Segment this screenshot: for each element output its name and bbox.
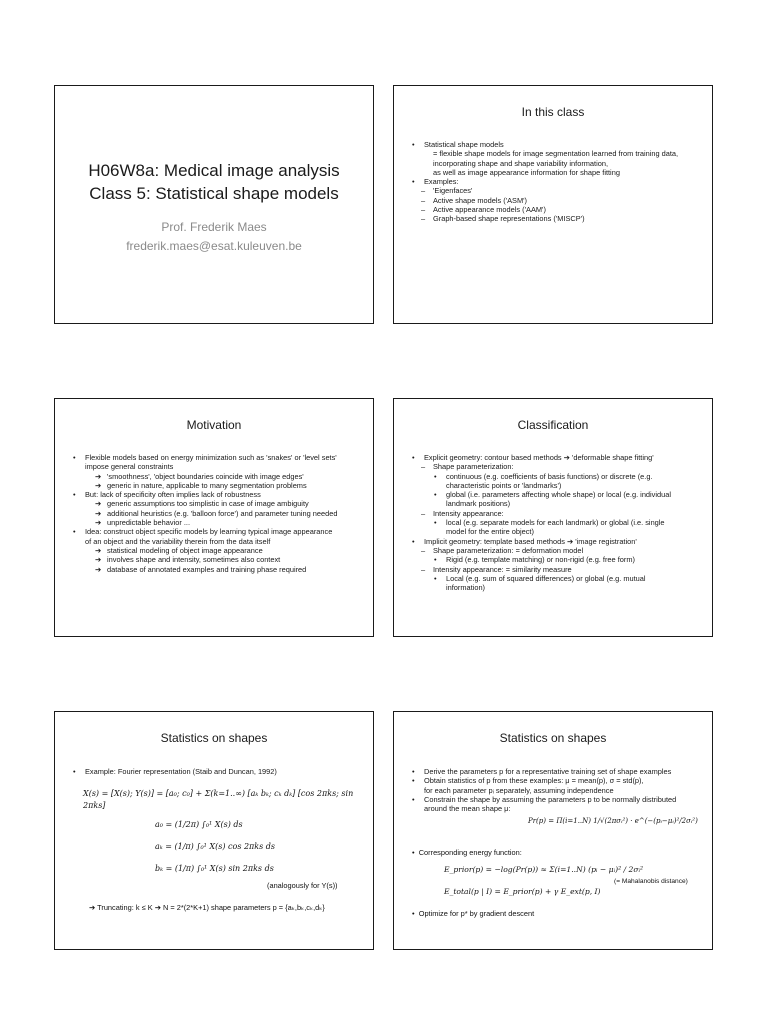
equation-total-energy: E_total(p | I) = E_prior(p) + γ E_ext(p, I) bbox=[444, 887, 601, 896]
list-item-text: continuous (e.g. coefficients of basis functions) or discrete (e.g. characteristic points or 'landmarks') bbox=[446, 471, 653, 490]
bullet: • bbox=[73, 527, 76, 537]
bullet: • bbox=[434, 573, 437, 583]
energy-label-row bbox=[412, 847, 522, 859]
list-item bbox=[412, 767, 702, 776]
list-item bbox=[412, 565, 702, 574]
list-item bbox=[412, 149, 702, 177]
list-item bbox=[73, 509, 363, 518]
list-item bbox=[412, 490, 702, 509]
list-item bbox=[412, 574, 702, 593]
title-block bbox=[55, 159, 373, 256]
list-item bbox=[412, 205, 702, 214]
optimize-row bbox=[412, 908, 534, 920]
list-item bbox=[412, 509, 702, 518]
list-item bbox=[73, 767, 363, 776]
list-item-text: statistical modeling of object image appearance bbox=[107, 545, 263, 555]
bullet: • bbox=[412, 909, 419, 918]
slide-title bbox=[54, 85, 374, 324]
list-item bbox=[73, 453, 363, 472]
list-item bbox=[412, 795, 702, 814]
list-item bbox=[412, 555, 702, 564]
list-item bbox=[412, 453, 702, 462]
fourier-equation: X(s) = [X(s); Y(s)] = [a₀; c₀] + Σ(k=1..∞) [aₖ bₖ; cₖ dₖ] [cos 2πks; sin 2πks] bbox=[83, 789, 354, 810]
list-item-text: Obtain statistics of p from these examples: μ = mean(p), σ = std(p), for each parameter pᵢ separately, assuming independence bbox=[424, 776, 644, 795]
list-item-text: 'smoothness', 'object boundaries coincide with image edges' bbox=[107, 471, 304, 481]
analog-note: (analogously for Y(s)) bbox=[267, 881, 338, 890]
energy-label: Corresponding energy function: bbox=[418, 848, 522, 857]
arrow-icon: ➔ bbox=[95, 480, 102, 490]
bullet: • bbox=[73, 490, 76, 500]
list-item-text: Rigid (e.g. template matching) or non-rigid (e.g. free form) bbox=[446, 555, 635, 565]
list-item-text: unpredictable behavior ... bbox=[107, 518, 190, 528]
truncating-note: ➔ Truncating: k ≤ K ➔ N = 2*(2*K+1) shape parameters p = {aₖ,bₖ,cₖ,dₖ} bbox=[89, 903, 325, 912]
slide-body bbox=[73, 453, 363, 574]
list-item-text: global (i.e. parameters affecting whole shape) or local (e.g. individual landmark positions) bbox=[446, 490, 671, 509]
bullet: – bbox=[421, 186, 426, 196]
bullet: • bbox=[412, 767, 415, 776]
list-item bbox=[412, 140, 702, 149]
list-item-text: Idea: construct object specific models by learning typical image appearance of an object and the variability therein from the data itself bbox=[85, 527, 333, 546]
list-item bbox=[73, 565, 363, 574]
equation-a0: a₀ = (1/2π) ∫₀¹ X(s) ds bbox=[155, 820, 243, 829]
list-item bbox=[412, 537, 702, 546]
list-item-text: Derive the parameters p for a representative training set of shape examples bbox=[424, 767, 672, 776]
slide-statistics-gaussian bbox=[393, 711, 713, 950]
list-item-text: Shape parameterization: bbox=[433, 462, 514, 472]
list-item bbox=[412, 196, 702, 205]
class-title: Class 5: Statistical shape models bbox=[89, 184, 339, 203]
list-item-text: Intensity appearance: bbox=[433, 508, 504, 518]
list-item bbox=[73, 472, 363, 481]
arrow-icon: ➔ bbox=[95, 471, 102, 481]
list-item bbox=[412, 776, 702, 795]
list-item bbox=[73, 518, 363, 527]
list-item bbox=[73, 555, 363, 564]
list-item-text: Implicit geometry: template based methods ➔ 'image registration' bbox=[424, 536, 637, 546]
slide-motivation bbox=[54, 398, 374, 637]
bullet: – bbox=[421, 564, 426, 574]
bullet: • bbox=[412, 140, 415, 149]
list-item bbox=[412, 186, 702, 195]
bullet: • bbox=[412, 177, 415, 187]
list-item bbox=[412, 177, 702, 186]
bullet: • bbox=[412, 536, 415, 546]
list-item-text: = flexible shape models for image segmentation learned from training data, incorporating shape and shape variability information, as well as image appearance information for shape fitting bbox=[433, 149, 679, 177]
list-item bbox=[412, 214, 702, 223]
bullet: • bbox=[434, 471, 437, 481]
bullet: – bbox=[421, 205, 426, 215]
list-item-text: Shape parameterization: = deformation model bbox=[433, 545, 584, 555]
list-item-text: But: lack of specificity often implies lack of robustness bbox=[85, 490, 261, 500]
list-item bbox=[73, 499, 363, 508]
list-item-text: Statistical shape models bbox=[424, 140, 504, 149]
arrow-icon: ➔ bbox=[95, 508, 102, 518]
course-title: H06W8a: Medical image analysis bbox=[88, 161, 340, 180]
slide-statistics-fourier bbox=[54, 711, 374, 950]
arrow-icon: ➔ bbox=[95, 545, 102, 555]
arrow-icon: ➔ bbox=[95, 499, 102, 509]
bullet: • bbox=[412, 453, 415, 462]
bullet: • bbox=[434, 555, 437, 565]
equation-bk: bₖ = (1/π) ∫₀¹ X(s) sin 2πks ds bbox=[155, 864, 274, 873]
equation-probability: Pr(p) = Π(i=1..N) 1/√(2πσᵢ²) · e^(−(pᵢ−μᵢ)²/2σᵢ²) bbox=[528, 817, 698, 825]
bullet: • bbox=[73, 767, 76, 776]
bullet: – bbox=[421, 195, 426, 205]
bullet: – bbox=[421, 462, 426, 472]
list-item-text: generic assumptions too simplistic in case of image ambiguity bbox=[107, 499, 309, 509]
list-item bbox=[412, 546, 702, 555]
list-item-text: generic in nature, applicable to many segmentation problems bbox=[107, 480, 307, 490]
slide-heading: Classification bbox=[517, 418, 589, 432]
arrow-icon: ➔ bbox=[95, 555, 102, 565]
slide-heading: Motivation bbox=[186, 418, 242, 432]
bullet: • bbox=[412, 848, 419, 857]
list-item bbox=[73, 527, 363, 546]
optimize-text: Optimize for p* by gradient descent bbox=[418, 909, 535, 918]
slide-body bbox=[412, 453, 702, 592]
equation-ak: aₖ = (1/π) ∫₀¹ X(s) cos 2πks ds bbox=[155, 842, 276, 851]
bullet: – bbox=[421, 545, 426, 555]
slide-heading: Statistics on shapes bbox=[499, 731, 607, 745]
list-item bbox=[73, 546, 363, 555]
list-item-text: Intensity appearance: = similarity measure bbox=[433, 564, 572, 574]
slide-body bbox=[73, 767, 363, 776]
list-item-text: involves shape and intensity, sometimes also context bbox=[107, 555, 281, 565]
list-item-text: Examples: bbox=[424, 177, 459, 187]
slide-in-this-class bbox=[393, 85, 713, 324]
author-name: Prof. Frederik Maes bbox=[161, 220, 267, 234]
list-item-text: Active shape models ('ASM') bbox=[433, 195, 528, 205]
list-item bbox=[73, 481, 363, 490]
list-item-text: Explicit geometry: contour based methods ➔ 'deformable shape fitting' bbox=[424, 453, 654, 462]
slide-body bbox=[412, 767, 702, 813]
list-item bbox=[412, 462, 702, 471]
example-text: Example: Fourier representation (Staib and Duncan, 1992) bbox=[85, 767, 277, 776]
bullet: • bbox=[412, 776, 415, 786]
list-item bbox=[412, 472, 702, 491]
list-item-text: Constrain the shape by assuming the parameters p to be normally distributed around the mean shape μ: bbox=[424, 794, 677, 814]
slide-heading: Statistics on shapes bbox=[160, 731, 268, 745]
equation-prior-energy: E_prior(p) = −log(Pr(p)) ≈ Σ(i=1..N) (pᵢ − μᵢ)² / 2σᵢ² bbox=[444, 865, 644, 874]
list-item-text: database of annotated examples and training phase required bbox=[107, 564, 307, 574]
list-item-text: Active appearance models ('AAM') bbox=[433, 205, 546, 215]
bullet: – bbox=[421, 508, 426, 518]
list-item-text: Local (e.g. sum of squared differences) or global (e.g. mutual information) bbox=[446, 573, 646, 593]
list-item-text: Graph-based shape representations ('MISCP') bbox=[433, 214, 585, 224]
slide-heading: In this class bbox=[521, 105, 585, 119]
bullet: • bbox=[73, 453, 76, 462]
bullet: • bbox=[434, 490, 437, 500]
arrow-icon: ➔ bbox=[95, 564, 102, 574]
list-item-text: additional heuristics (e.g. 'balloon force') and parameter tuning needed bbox=[107, 508, 338, 518]
list-item bbox=[73, 490, 363, 499]
list-item-text: 'Eigenfaces' bbox=[433, 186, 473, 196]
list-item bbox=[412, 518, 702, 537]
slide-classification bbox=[393, 398, 713, 637]
bullet: • bbox=[412, 794, 415, 804]
bullet: • bbox=[434, 518, 437, 528]
list-item-text: local (e.g. separate models for each landmark) or global (i.e. single model for the entire object) bbox=[446, 518, 665, 537]
bullet: – bbox=[421, 214, 426, 224]
slide-body bbox=[412, 140, 702, 224]
mahalanobis-note: (= Mahalanobis distance) bbox=[614, 878, 688, 885]
list-item-text: Flexible models based on energy minimization such as 'snakes' or 'level sets' impose general constraints bbox=[85, 453, 337, 472]
author-email: frederik.maes@esat.kuleuven.be bbox=[126, 239, 302, 253]
arrow-icon: ➔ bbox=[95, 518, 102, 528]
